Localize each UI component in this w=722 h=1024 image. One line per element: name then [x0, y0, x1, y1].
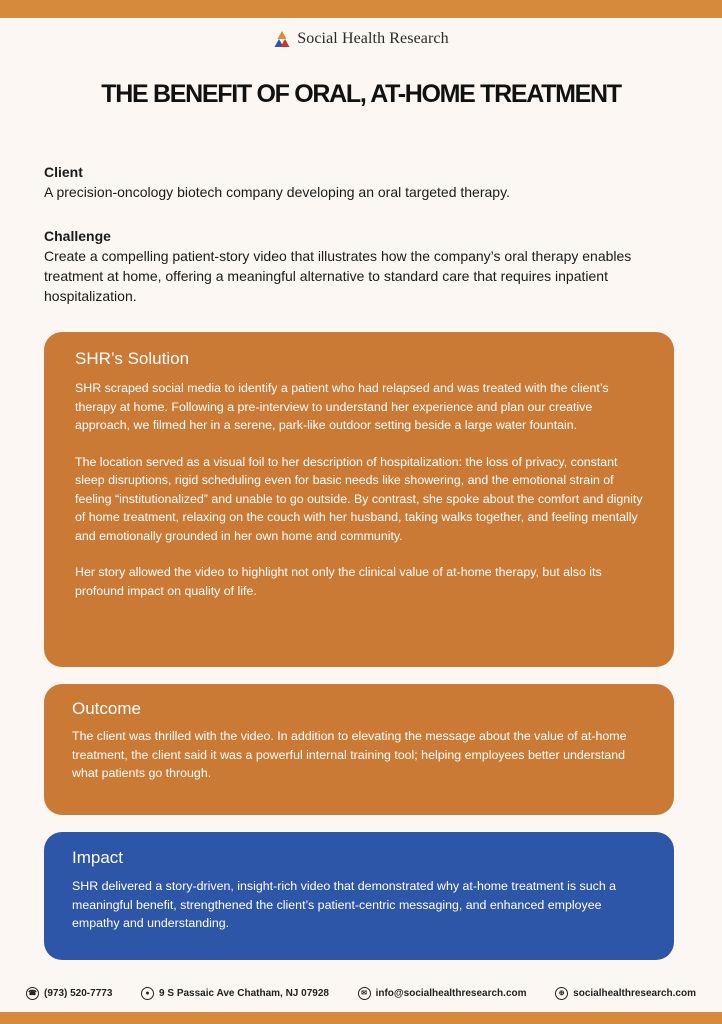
client-text: A precision-oncology biotech company developing an oral targeted therapy.: [44, 184, 510, 200]
phone-icon: ☎: [26, 987, 39, 1000]
shr-logo-icon: [273, 30, 291, 48]
footer-address: [141, 987, 329, 1000]
solution-paragraph-1: SHR scraped social media to identify a patient who had relapsed and was treated with the client’s therapy at home. Following a pre-interview to understand her experience and plan our creative approach, we filmed her in a serene, park-like outdoor setting beside a large water fountain.: [75, 381, 609, 432]
impact-text: SHR delivered a story-driven, insight-rich video that demonstrated why at-home treatment is such a meaningful benefit, strengthened the client’s patient-centric messaging, and enhanced employee empathy and understanding.: [72, 879, 617, 930]
website-link[interactable]: socialhealthresearch.com: [573, 988, 696, 999]
contact-footer: [26, 987, 696, 1000]
brand-name: Social Health Research: [297, 30, 449, 47]
email-icon: ✉: [358, 987, 371, 1000]
challenge-text: Create a compelling patient-story video that illustrates how the company’s oral therapy enables treatment at home, offering a meaningful alternative to standard care that requires inpatient hospitalization.: [44, 248, 632, 304]
solution-card: [44, 332, 674, 667]
email-link[interactable]: info@socialhealthresearch.com: [375, 988, 527, 999]
outcome-text: The client was thrilled with the video. In addition to elevating the message about the value of at-home treatment, the client said it was a powerful internal training tool; helping employees better understand what patients go through.: [72, 729, 627, 780]
impact-heading: Impact: [72, 848, 124, 867]
client-label: Client: [44, 164, 83, 180]
top-accent-bar: [0, 0, 722, 18]
challenge-section: [44, 226, 684, 306]
address-text: 9 S Passaic Ave Chatham, NJ 07928: [159, 988, 329, 999]
footer-phone[interactable]: [26, 987, 112, 1000]
client-section: [44, 162, 684, 202]
solution-heading: SHR’s Solution: [75, 349, 190, 368]
outcome-card: [44, 684, 674, 815]
bottom-accent-bar: [0, 1012, 722, 1024]
challenge-label: Challenge: [44, 228, 111, 244]
footer-website[interactable]: [555, 987, 696, 1000]
brand-logo: [0, 30, 722, 48]
globe-icon: ⊕: [555, 987, 568, 1000]
outcome-heading: Outcome: [72, 699, 141, 718]
solution-paragraph-2: The location served as a visual foil to her description of hospitalization: the loss of privacy, constant sleep disruptions, rigid scheduling even for basic needs like showering, and the emotional strain of feeling “institutionalized” and unable to go outside. By contrast, she spoke about the comfort and dignity of home treatment, relaxing on the couch with her husband, taking walks together, and feeling mentally and emotionally grounded in her own home and community.: [75, 454, 643, 543]
footer-email[interactable]: [358, 987, 527, 1000]
location-icon: ●: [141, 987, 154, 1000]
impact-card: [44, 832, 674, 960]
page-title: THE BENEFIT OF ORAL, AT-HOME TREATMENT: [101, 80, 621, 108]
solution-paragraph-3: Her story allowed the video to highlight not only the clinical value of at-home therapy, but also its profound impact on quality of life.: [75, 565, 602, 598]
phone-number: (973) 520-7773: [44, 988, 113, 999]
